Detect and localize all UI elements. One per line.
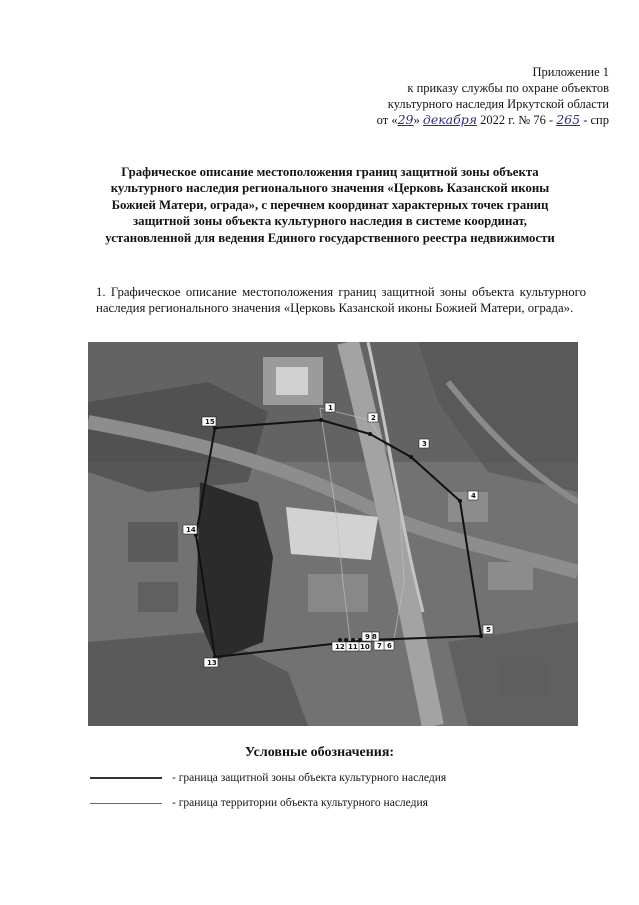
point-label-1: 1	[328, 404, 333, 412]
point-label-10: 10	[360, 643, 370, 651]
point-label-7: 7	[377, 642, 382, 650]
appendix-line-3: культурного наследия Иркутской области	[387, 97, 609, 111]
appendix-line-2: к приказу службы по охране объектов	[407, 81, 609, 95]
point-label-8: 8	[372, 633, 377, 641]
section-1-paragraph: 1. Графическое описание местоположения границ защитной зоны объекта культурного наследия регионального значения «Церковь Казанской иконы Божией Матери, ограда».	[96, 285, 586, 315]
point-label-6: 6	[387, 642, 392, 650]
date-suffix: - спр	[580, 113, 609, 127]
document-title: Графическое описание местоположения границ защитной зоны объекта культурного наследия регионального значения «Церковь Казанской иконы Божией Матери, ограда», с перечнем координат характерных точек границ защитной зоны объекта культурного наследия в системе координат, установленной для ведения Единого государственного реестра недвижимости	[105, 165, 555, 245]
point-label-14: 14	[186, 526, 196, 534]
legend-text-territory: - граница территории объекта культурного наследия	[172, 797, 428, 809]
point-label-15: 15	[205, 418, 215, 426]
appendix-header	[377, 64, 609, 128]
date-month: декабря	[422, 112, 478, 127]
legend-title: Условные обозначения:	[244, 745, 395, 760]
date-mid: »	[413, 113, 423, 127]
appendix-line-1: Приложение 1	[532, 65, 609, 79]
point-label-3: 3	[422, 440, 427, 448]
legend-item-territory	[90, 797, 428, 809]
date-day: 29	[397, 112, 414, 127]
point-label-11: 11	[348, 643, 358, 651]
point-label-13: 13	[207, 659, 217, 667]
point-label-12: 12	[335, 643, 345, 651]
date-prefix: от «	[376, 113, 398, 127]
legend-line-territory	[90, 803, 162, 804]
date-year: 2022 г. № 76 -	[477, 113, 557, 127]
map-image	[88, 342, 578, 726]
appendix-date-line	[377, 112, 609, 128]
point-label-5: 5	[486, 626, 491, 634]
point-label-4: 4	[471, 492, 476, 500]
map-svg	[88, 342, 578, 726]
legend-line-protection-zone	[90, 777, 162, 779]
point-label-2: 2	[371, 414, 376, 422]
legend-text-protection-zone: - граница защитной зоны объекта культурного наследия	[172, 772, 447, 784]
doc-number: 265	[556, 112, 581, 127]
point-label-9: 9	[365, 633, 370, 641]
legend-item-protection-zone	[90, 772, 446, 784]
